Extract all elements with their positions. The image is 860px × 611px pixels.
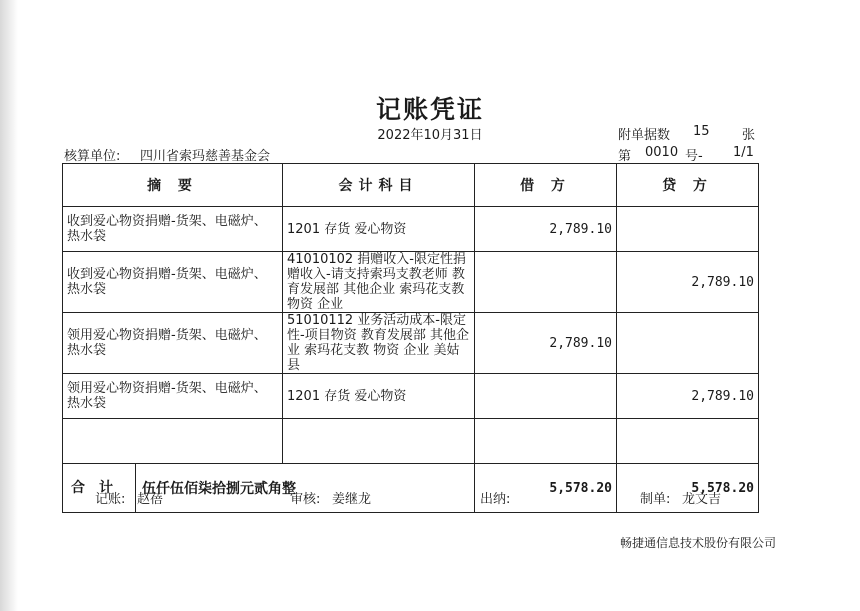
total-credit: 5,578.20 <box>617 464 759 513</box>
row-account: 51010112 业务活动成本-限定性-项目物资 教育发展部 其他企业 索玛花支教 物资 企业 美姑县 <box>283 313 475 374</box>
unit-name: 四川省索玛慈善基金会 <box>140 149 271 164</box>
table-header-row <box>63 164 759 207</box>
debit-header: 借 方 <box>475 164 617 207</box>
row-summary: 领用爱心物资捐赠-货架、电磁炉、热水袋 <box>63 374 283 419</box>
attachments-unit: 张 <box>742 128 756 143</box>
row-credit <box>617 207 759 252</box>
row-credit <box>617 419 759 464</box>
bookkeeper-label: 记账: <box>95 492 126 507</box>
table-row-empty <box>63 419 759 464</box>
voucher-table <box>62 163 759 513</box>
attachments-count: 15 <box>693 124 710 139</box>
cashier-label: 出纳: <box>480 492 511 507</box>
page-number: 1/1 <box>733 145 754 160</box>
attachments-label: 附单据数 <box>618 128 671 143</box>
summary-header: 摘 要 <box>63 164 283 207</box>
reviewer-label: 审核: <box>290 492 321 507</box>
table-row <box>63 313 759 374</box>
preparer-label: 制单: <box>640 492 671 507</box>
row-credit <box>617 313 759 374</box>
total-debit: 5,578.20 <box>475 464 617 513</box>
unit-label: 核算单位: <box>64 149 121 164</box>
table-row <box>63 374 759 419</box>
credit-header: 贷 方 <box>617 164 759 207</box>
row-debit <box>475 374 617 419</box>
row-credit: 2,789.10 <box>617 252 759 313</box>
voucher-number: 0010 <box>645 145 679 160</box>
row-summary: 领用爱心物资捐赠-货架、电磁炉、热水袋 <box>63 313 283 374</box>
row-debit: 2,789.10 <box>475 207 617 252</box>
row-account: 41010102 捐赠收入-限定性捐赠收入-请支持索玛支教老师 教育发展部 其他企业 索玛花支教 物资 企业 <box>283 252 475 313</box>
row-summary: 收到爱心物资捐赠-货架、电磁炉、热水袋 <box>63 207 283 252</box>
row-credit: 2,789.10 <box>617 374 759 419</box>
preparer-name: 龙文吉 <box>682 492 722 507</box>
voucher-date: 2022年10月31日 <box>377 128 483 143</box>
bookkeeper-name: 赵蓓 <box>137 492 164 507</box>
total-amount-in-words: 伍仟伍佰柒拾捌元贰角整 <box>142 481 296 497</box>
voucher-suffix: 号- <box>685 149 703 164</box>
voucher-prefix: 第 <box>618 149 632 164</box>
software-vendor: 畅捷通信息技术股份有限公司 <box>620 536 777 550</box>
document-title: 记账凭证 <box>375 95 484 124</box>
row-debit: 2,789.10 <box>475 313 617 374</box>
row-debit <box>475 252 617 313</box>
total-label: 合计 <box>63 464 136 512</box>
row-summary <box>63 419 283 464</box>
reviewer-name: 姜继龙 <box>332 492 372 507</box>
row-account: 1201 存货 爱心物资 <box>283 207 475 252</box>
row-debit <box>475 419 617 464</box>
row-summary: 收到爱心物资捐赠-货架、电磁炉、热水袋 <box>63 252 283 313</box>
row-account: 1201 存货 爱心物资 <box>283 374 475 419</box>
table-row <box>63 207 759 252</box>
table-row <box>63 252 759 313</box>
row-account <box>283 419 475 464</box>
account-header: 会计科目 <box>283 164 475 207</box>
